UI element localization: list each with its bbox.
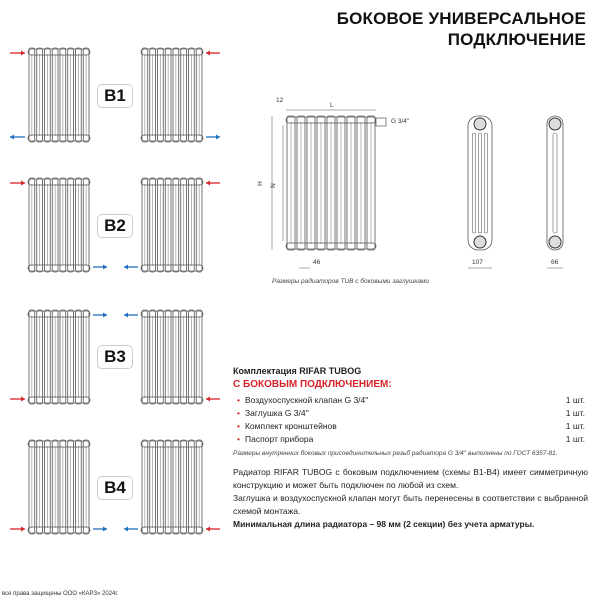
title-line-1: БОКОВОЕ УНИВЕРСАЛЬНОЕ	[336, 9, 586, 28]
radiator	[29, 310, 89, 404]
copyright: все права защищены ООО «КАРЗ» 2024г.	[2, 591, 119, 597]
arrow-head-icon	[206, 51, 210, 56]
drawing-caption: Размеры радиаторов TUB с боковыми заглушками	[272, 278, 430, 285]
arrow-head-icon	[206, 181, 210, 186]
dim-n: N	[269, 183, 277, 188]
dim-46: 46	[313, 259, 321, 266]
dim-l: L	[330, 102, 334, 109]
radiator	[142, 178, 202, 272]
pipe-end	[474, 236, 486, 248]
title-line-2: ПОДКЛЮЧЕНИЕ	[447, 30, 586, 49]
scheme-label-b3: B3	[97, 345, 133, 369]
scheme-label-b2: B2	[97, 214, 133, 238]
kit-item	[233, 432, 585, 445]
kit-heading: Комплектация RIFAR TUBOG	[233, 366, 362, 376]
dim-12: 12	[276, 97, 284, 104]
dim-h: H	[256, 181, 264, 186]
bullet-icon: •	[237, 433, 240, 444]
radiator	[142, 48, 202, 142]
radiator	[142, 440, 202, 534]
arrow-head-icon	[21, 51, 25, 56]
dim-107: 107	[472, 259, 483, 266]
pipe-end	[474, 118, 486, 130]
arrow-head-icon	[21, 527, 25, 532]
arrow-head-icon	[124, 265, 128, 270]
arrow-head-icon	[103, 313, 107, 318]
kit-item	[233, 419, 585, 432]
radiator	[287, 116, 375, 250]
arrow-head-icon	[206, 397, 210, 402]
radiator	[29, 178, 89, 272]
arrow-head-icon	[216, 135, 220, 140]
pipe-end	[549, 236, 561, 248]
kit-item	[233, 406, 585, 419]
arrow-head-icon	[21, 181, 25, 186]
scheme-label-b1: B1	[97, 84, 133, 108]
description	[233, 466, 588, 531]
kit-item-qty: 1 шт.	[565, 394, 585, 405]
description-p3: Минимальная длина радиатора – 98 мм (2 секции) без учета арматуры.	[233, 519, 535, 529]
kit-item-name: Паспорт прибора	[244, 433, 314, 444]
arrow-head-icon	[10, 135, 14, 140]
arrow-head-icon	[206, 527, 210, 532]
kit-subheading: С БОКОВЫМ ПОДКЛЮЧЕНИЕМ:	[233, 379, 392, 390]
radiator	[29, 48, 89, 142]
radiator-side-view-107	[468, 116, 492, 250]
pipe-end	[549, 118, 561, 130]
kit-note: Размеры внутренних боковых присоединительных резьб радиатора G 3/4'' выполнены по ГОСТ 6357-81.	[233, 450, 558, 457]
radiator	[29, 440, 89, 534]
dim-66: 66	[551, 259, 559, 266]
arrow-head-icon	[103, 527, 107, 532]
arrow-head-icon	[21, 397, 25, 402]
kit-item-qty: 1 шт.	[565, 420, 585, 431]
kit-section	[233, 366, 585, 457]
arrow-head-icon	[124, 313, 128, 318]
kit-item-name: Комплект кронштейнов	[244, 420, 337, 431]
radiator-side-view-66	[547, 116, 563, 250]
bullet-icon: •	[237, 420, 240, 431]
kit-item-qty: 1 шт.	[565, 407, 585, 418]
radiator	[142, 310, 202, 404]
thread-fitting	[376, 118, 386, 126]
bullet-icon: •	[237, 394, 240, 405]
kit-item-qty: 1 шт.	[565, 433, 585, 444]
kit-item-name: Воздухоспускной клапан G 3/4''	[244, 394, 369, 405]
description-p2: Заглушка и воздухоспускной клапан могут быть перенесены в соответствии с выбранной схемой монтажа.	[233, 493, 588, 516]
description-p1: Радиатор RIFAR TUBOG с боковым подключением (схемы В1-В4) имеет симметричную конструкцию и может быть подключен по любой из схем.	[233, 467, 588, 490]
kit-item-name: Заглушка G 3/4''	[244, 407, 309, 418]
scheme-label-b4: B4	[97, 476, 133, 500]
arrow-head-icon	[103, 265, 107, 270]
thread-label: G 3/4''	[391, 118, 410, 125]
arrow-head-icon	[124, 527, 128, 532]
kit-item	[233, 393, 585, 406]
bullet-icon: •	[237, 407, 240, 418]
